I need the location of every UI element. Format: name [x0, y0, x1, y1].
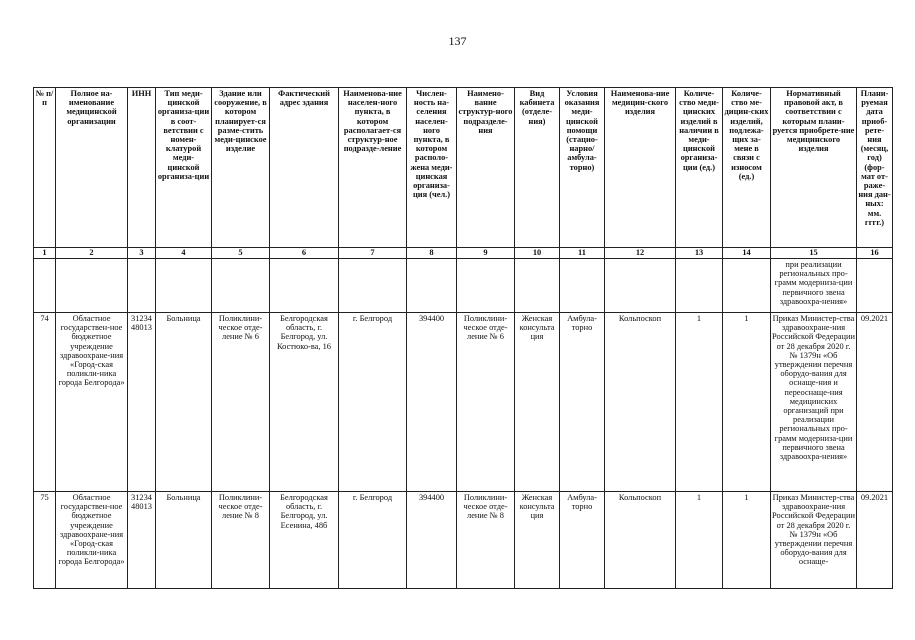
continuation-text: при реализации региональных про-грамм модерниза-ции первичного звена здравоохра-нения» [771, 259, 857, 313]
column-number: 8 [407, 248, 457, 259]
column-number: 11 [560, 248, 605, 259]
column-number-row [34, 248, 893, 259]
cell-population: 394400 [407, 313, 457, 492]
cell-type: Больница [156, 313, 212, 492]
column-number: 2 [56, 248, 128, 259]
cell-legal-act: Приказ Министер-ства здравоохране-ния Российской Федерации от 28 декабря 2020 г. № 1379н «Об утверждении перечня оборудо-вания для оснаще-ния и переоснаще-ния медицинских организаций при реализации региональных про-грамм модерниза-ции первичного звена здравоохра-нения» [771, 313, 857, 492]
column-number: 14 [723, 248, 771, 259]
cell-legal-act: Приказ Министер-ства здравоохране-ния Российской Федерации от 28 декабря 2020 г. № 1379н «Об утверждении перечня оборудо-вания для оснаще- [771, 492, 857, 589]
cell-number: 74 [34, 313, 56, 492]
header-cell: Наименова-ние медицин-ского изделия [605, 88, 676, 248]
cell-inn: 3123448013 [128, 313, 156, 492]
header-cell: Числен-ность на-селения населен-ного пункта, в котором располо-жена меди-цинская организа-ция (чел.) [407, 88, 457, 248]
cell-locality: г. Белгород [339, 313, 407, 492]
cell-inn: 3123448013 [128, 492, 156, 589]
column-number: 12 [605, 248, 676, 259]
header-cell: Условия оказания меди-цинской помощи (стацио-нарно/ амбула-торно) [560, 88, 605, 248]
table-row [34, 492, 893, 589]
header-cell: Полное на-именование медицинской организации [56, 88, 128, 248]
column-number: 15 [771, 248, 857, 259]
column-number: 10 [515, 248, 560, 259]
cell-unit: Поликлини-ческое отде-ление № 8 [457, 492, 515, 589]
column-number: 6 [270, 248, 339, 259]
cell-population: 394400 [407, 492, 457, 589]
cell-number: 75 [34, 492, 56, 589]
cell-type: Больница [156, 492, 212, 589]
page-number: 137 [448, 34, 467, 48]
header-cell: Нормативный правовой акт, в соответствии с которым плани-руется приобрете-ние медицинского изделия [771, 88, 857, 248]
header-cell: ИНН [128, 88, 156, 248]
column-number: 1 [34, 248, 56, 259]
column-number: 3 [128, 248, 156, 259]
cell-building: Поликлини-ческое отде-ление № 8 [212, 492, 270, 589]
cell-address: Белгородская область, г. Белгород, ул. Костюко-ва, 16 [270, 313, 339, 492]
cell-date: 09.2021 [857, 313, 893, 492]
header-cell: Количе-ство ме-дицин-ских изделий, подлежа-щих за-мене в связи с износом (ед.) [723, 88, 771, 248]
cell-qty-have: 1 [676, 313, 723, 492]
cell-locality: г. Белгород [339, 492, 407, 589]
column-number: 16 [857, 248, 893, 259]
continuation-row [34, 259, 893, 313]
header-cell: № п/п [34, 88, 56, 248]
column-number: 4 [156, 248, 212, 259]
header-cell: Фактический адрес здания [270, 88, 339, 248]
cell-organization: Областное государствен-ное бюджетное учреждение здравоохране-ния «Город-ская поликли-ника города Белгорода» [56, 492, 128, 589]
cell-qty-have: 1 [676, 492, 723, 589]
column-number: 13 [676, 248, 723, 259]
cell-date: 09.2021 [857, 492, 893, 589]
table-row [34, 313, 893, 492]
cell-address: Белгородская область, г. Белгород, ул. Есенина, 48б [270, 492, 339, 589]
equipment-table [33, 87, 893, 589]
cell-qty-replace: 1 [723, 313, 771, 492]
column-number: 5 [212, 248, 270, 259]
cell-unit: Поликлини-ческое отде-ление № 6 [457, 313, 515, 492]
header-row [34, 88, 893, 248]
cell-device: Кольпоскоп [605, 313, 676, 492]
header-cell: Количе-ство меди-цинских изделий в наличии в меди-цинской организа-ции (ед.) [676, 88, 723, 248]
cell-qty-replace: 1 [723, 492, 771, 589]
column-number: 9 [457, 248, 515, 259]
cell-conditions: Амбула-торно [560, 313, 605, 492]
cell-building: Поликлини-ческое отде-ление № 6 [212, 313, 270, 492]
cell-conditions: Амбула-торно [560, 492, 605, 589]
header-cell: Вид кабинета (отделе-ния) [515, 88, 560, 248]
header-cell: Здание или сооружение, в котором планирует-ся разме-стить меди-цинское изделие [212, 88, 270, 248]
cell-organization: Областное государствен-ное бюджетное учреждение здравоохране-ния «Город-ская поликли-ника города Белгорода» [56, 313, 128, 492]
header-cell: Наименова-ние населен-ного пункта, в котором располагает-ся структур-ное подразде-ление [339, 88, 407, 248]
cell-cabinet: Женская консульта ция [515, 492, 560, 589]
header-cell: Плани-руемая дата приоб-рете-ния (месяц, год) (фор-мат от-раже-ния дан-ных: мм. гггг.) [857, 88, 893, 248]
cell-device: Кольпоскоп [605, 492, 676, 589]
column-number: 7 [339, 248, 407, 259]
header-cell: Тип меди-цинской организа-ции в соот-ветствии с номен-клатурой меди-цинской организа-ции [156, 88, 212, 248]
cell-cabinet: Женская консульта ция [515, 313, 560, 492]
header-cell: Наимено-вание структур-ного подразделе-ния [457, 88, 515, 248]
